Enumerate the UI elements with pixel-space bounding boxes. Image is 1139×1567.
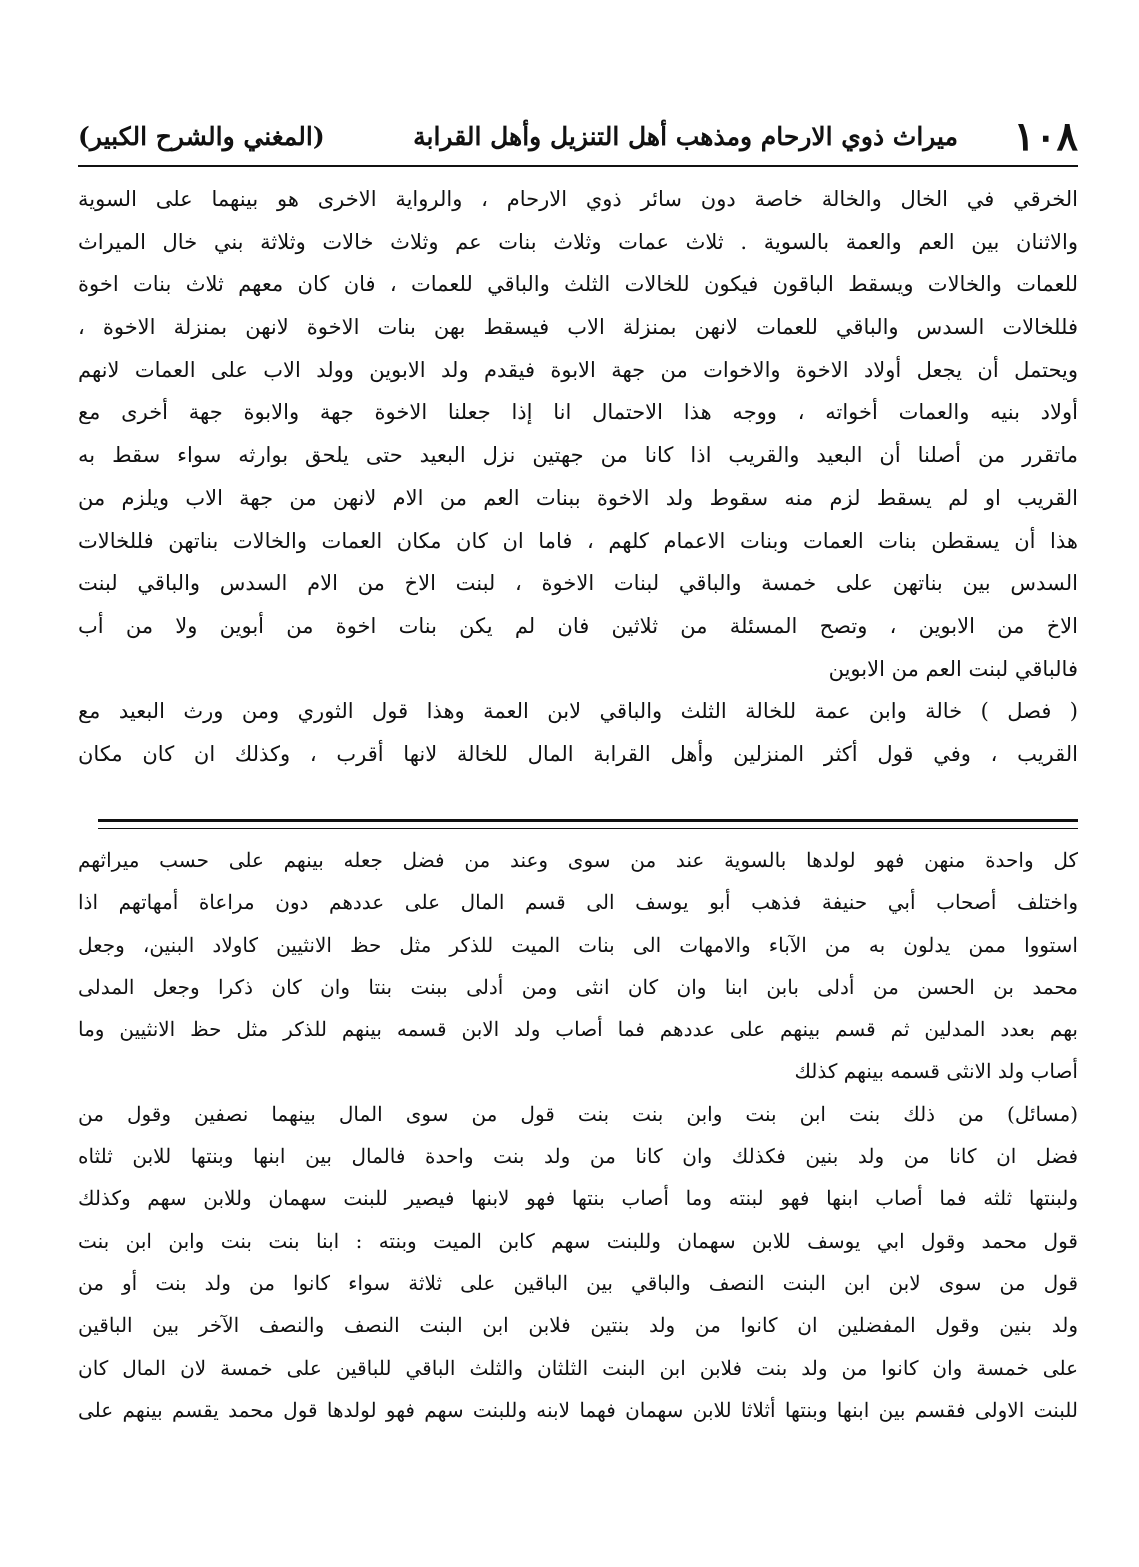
running-title: ميراث ذوي الارحام ومذهب أهل التنزيل وأهل القرابة: [413, 122, 958, 151]
page-number: ١٠٨: [1013, 113, 1078, 160]
commentary-line: بهم بعدد المدلين ثم قسم بينهم على عددهم فما أصاب ولد الابن قسمه بينهم للذكر مثل حظ الانثيين وما: [78, 1017, 1078, 1042]
main-text-line: ماتقرر من أصلنا أن البعيد والقريب اذا كانا من جهتين نزل البعيد حتى يلحق بوارثه سواء سقط به: [78, 443, 1078, 468]
commentary-line: كل واحدة منهن فهو لولدها بالسوية عند من سوى وعند من فضل جعله بينهم على حسب ميراثهم: [78, 848, 1078, 872]
commentary-line: فضل ان كانا من ولد بنين فكذلك وان كانا من ولد بنت واحدة فالمال بين ابنها وبنتها للابن ثلثاه: [78, 1144, 1078, 1169]
main-text-line: هذا أن يسقطن بنات العمات وبنات الاعمام كلهم ، فاما ان كان مكان العمات والخالات بناتهن فللخالات: [78, 528, 1078, 553]
main-text: [78, 178, 1078, 776]
main-text-line: أولاد بنيه والعمات أخواته ، ووجه هذا الاحتمال انا إذا جعلنا الاخوة جهة والابوة جهة أخرى مع: [78, 400, 1078, 425]
main-text-line: السدس بين بناتهن على خمسة والباقي لبنات الاخوة ، لبنت الاخ من الام السدس والباقي لبنت: [78, 571, 1078, 596]
main-text-line: القريب ، وفي قول أكثر المنزلين وأهل القرابة المال للخالة لانها أقرب ، وكذلك ان كان مكان: [78, 741, 1078, 766]
commentary-line: على خمسة وان كانوا من ولد بنت فلابن ابن البنت الثلثان والثلث الباقي للباقين على خمسة لان المال كان: [78, 1355, 1078, 1380]
commentary-line: أصاب ولد الانثى قسمه بينهم كذلك: [794, 1059, 1078, 1084]
commentary-line: محمد بن الحسن من أدلى بابن ابنا وان كان انثى ومن أدلى ببنت بنتا وان كان ذكرا وجعل المدلى: [78, 974, 1078, 999]
commentary-line: قول من سوى لابن ابن البنت النصف والباقي بين الباقين على ثلاثة سواء كانوا من ولد بنت أو من: [78, 1270, 1078, 1295]
commentary-text: [78, 840, 1078, 1432]
commentary-line: ولد بنين وقول المفضلين ان كانوا من ولد بنتين فلابن ابن البنت النصف والنصف الآخر بين الباقين: [78, 1313, 1078, 1338]
main-text-line: فالباقي لبنت العم من الابوين: [828, 656, 1078, 681]
main-text-line: ويحتمل أن يجعل أولاد الاخوة والاخوات من جهة الابوة فيقدم ولد الابوين وولد الاب على العمات لانهم: [78, 357, 1078, 382]
page-header: [78, 108, 1078, 166]
main-text-line: والاثنان بين العم والعمة بالسوية . ثلاث عمات وثلاث بنات عم وثلاث خالات وثلاثة بني خال الميراث: [78, 229, 1078, 254]
commentary-line: (مسائل) من ذلك بنت ابن بنت وابن بنت بنت قول من سوى المال بينهما نصفين وقول من: [78, 1101, 1078, 1126]
book-name: (المغني والشرح الكبير): [78, 122, 325, 151]
commentary-line: واختلف أصحاب أبي حنيفة فذهب أبو يوسف الى قسم المال على عددهم دون مراعاة أمهاتهم اذا: [78, 890, 1078, 915]
header-rule: [78, 165, 1078, 167]
main-text-line: الاخ من الابوين ، وتصح المسئلة من ثلاثين فان لم يكن بنات اخوة من أبوين ولا من أب: [78, 613, 1078, 638]
main-text-line: للعمات والخالات ويسقط الباقون فيكون للخالات الثلث والباقي للعمات ، فان كان معهم ثلاث بنات اخوة: [78, 272, 1078, 297]
main-text-line: القريب او لم يسقط لزم منه سقوط ولد الاخوة ببنات العم من الام لانهن من جهة الاب ويلزم من: [78, 485, 1078, 510]
commentary-line: للبنت الاولى فقسم بين ابنها وبنتها أثلاثا للابن سهمان فهما لابنه وللبنت سهم فهو لولدها قول محمد يقسم بينهم على: [78, 1397, 1078, 1422]
main-text-line: ( فصل ) خالة وابن عمة للخالة الثلث والباقي لابن العمة وهذا قول الثوري ومن ورث البعيد مع: [78, 699, 1078, 724]
main-text-line: فللخالات السدس والباقي للعمات لانهن بمنزلة الاب فيسقط بهن بنات الاخوة لانهن بمنزلة الاخوة ،: [78, 315, 1078, 340]
section-separator: [98, 819, 1078, 829]
commentary-line: قول محمد وقول ابي يوسف للابن سهمان وللبنت سهم كابن الميت وبنته : ابنا بنت بنت وابن ابن بنت: [78, 1228, 1078, 1253]
main-text-line: الخرقي في الخال والخالة خاصة دون سائر ذوي الارحام ، والرواية الاخرى هو بينهما على السوية: [78, 187, 1078, 211]
commentary-line: استووا ممن يدلون به من الآباء والامهات الى بنات الميت للذكر مثل حظ الانثيين كاولاد البنين، وجعل: [78, 932, 1078, 957]
commentary-line: ولبنتها ثلثه فما أصاب ابنها فهو لبنته وما أصاب بنتها فهو لابنها فيصير للبنت سهمان وللابن سهم وكذلك: [78, 1186, 1078, 1211]
